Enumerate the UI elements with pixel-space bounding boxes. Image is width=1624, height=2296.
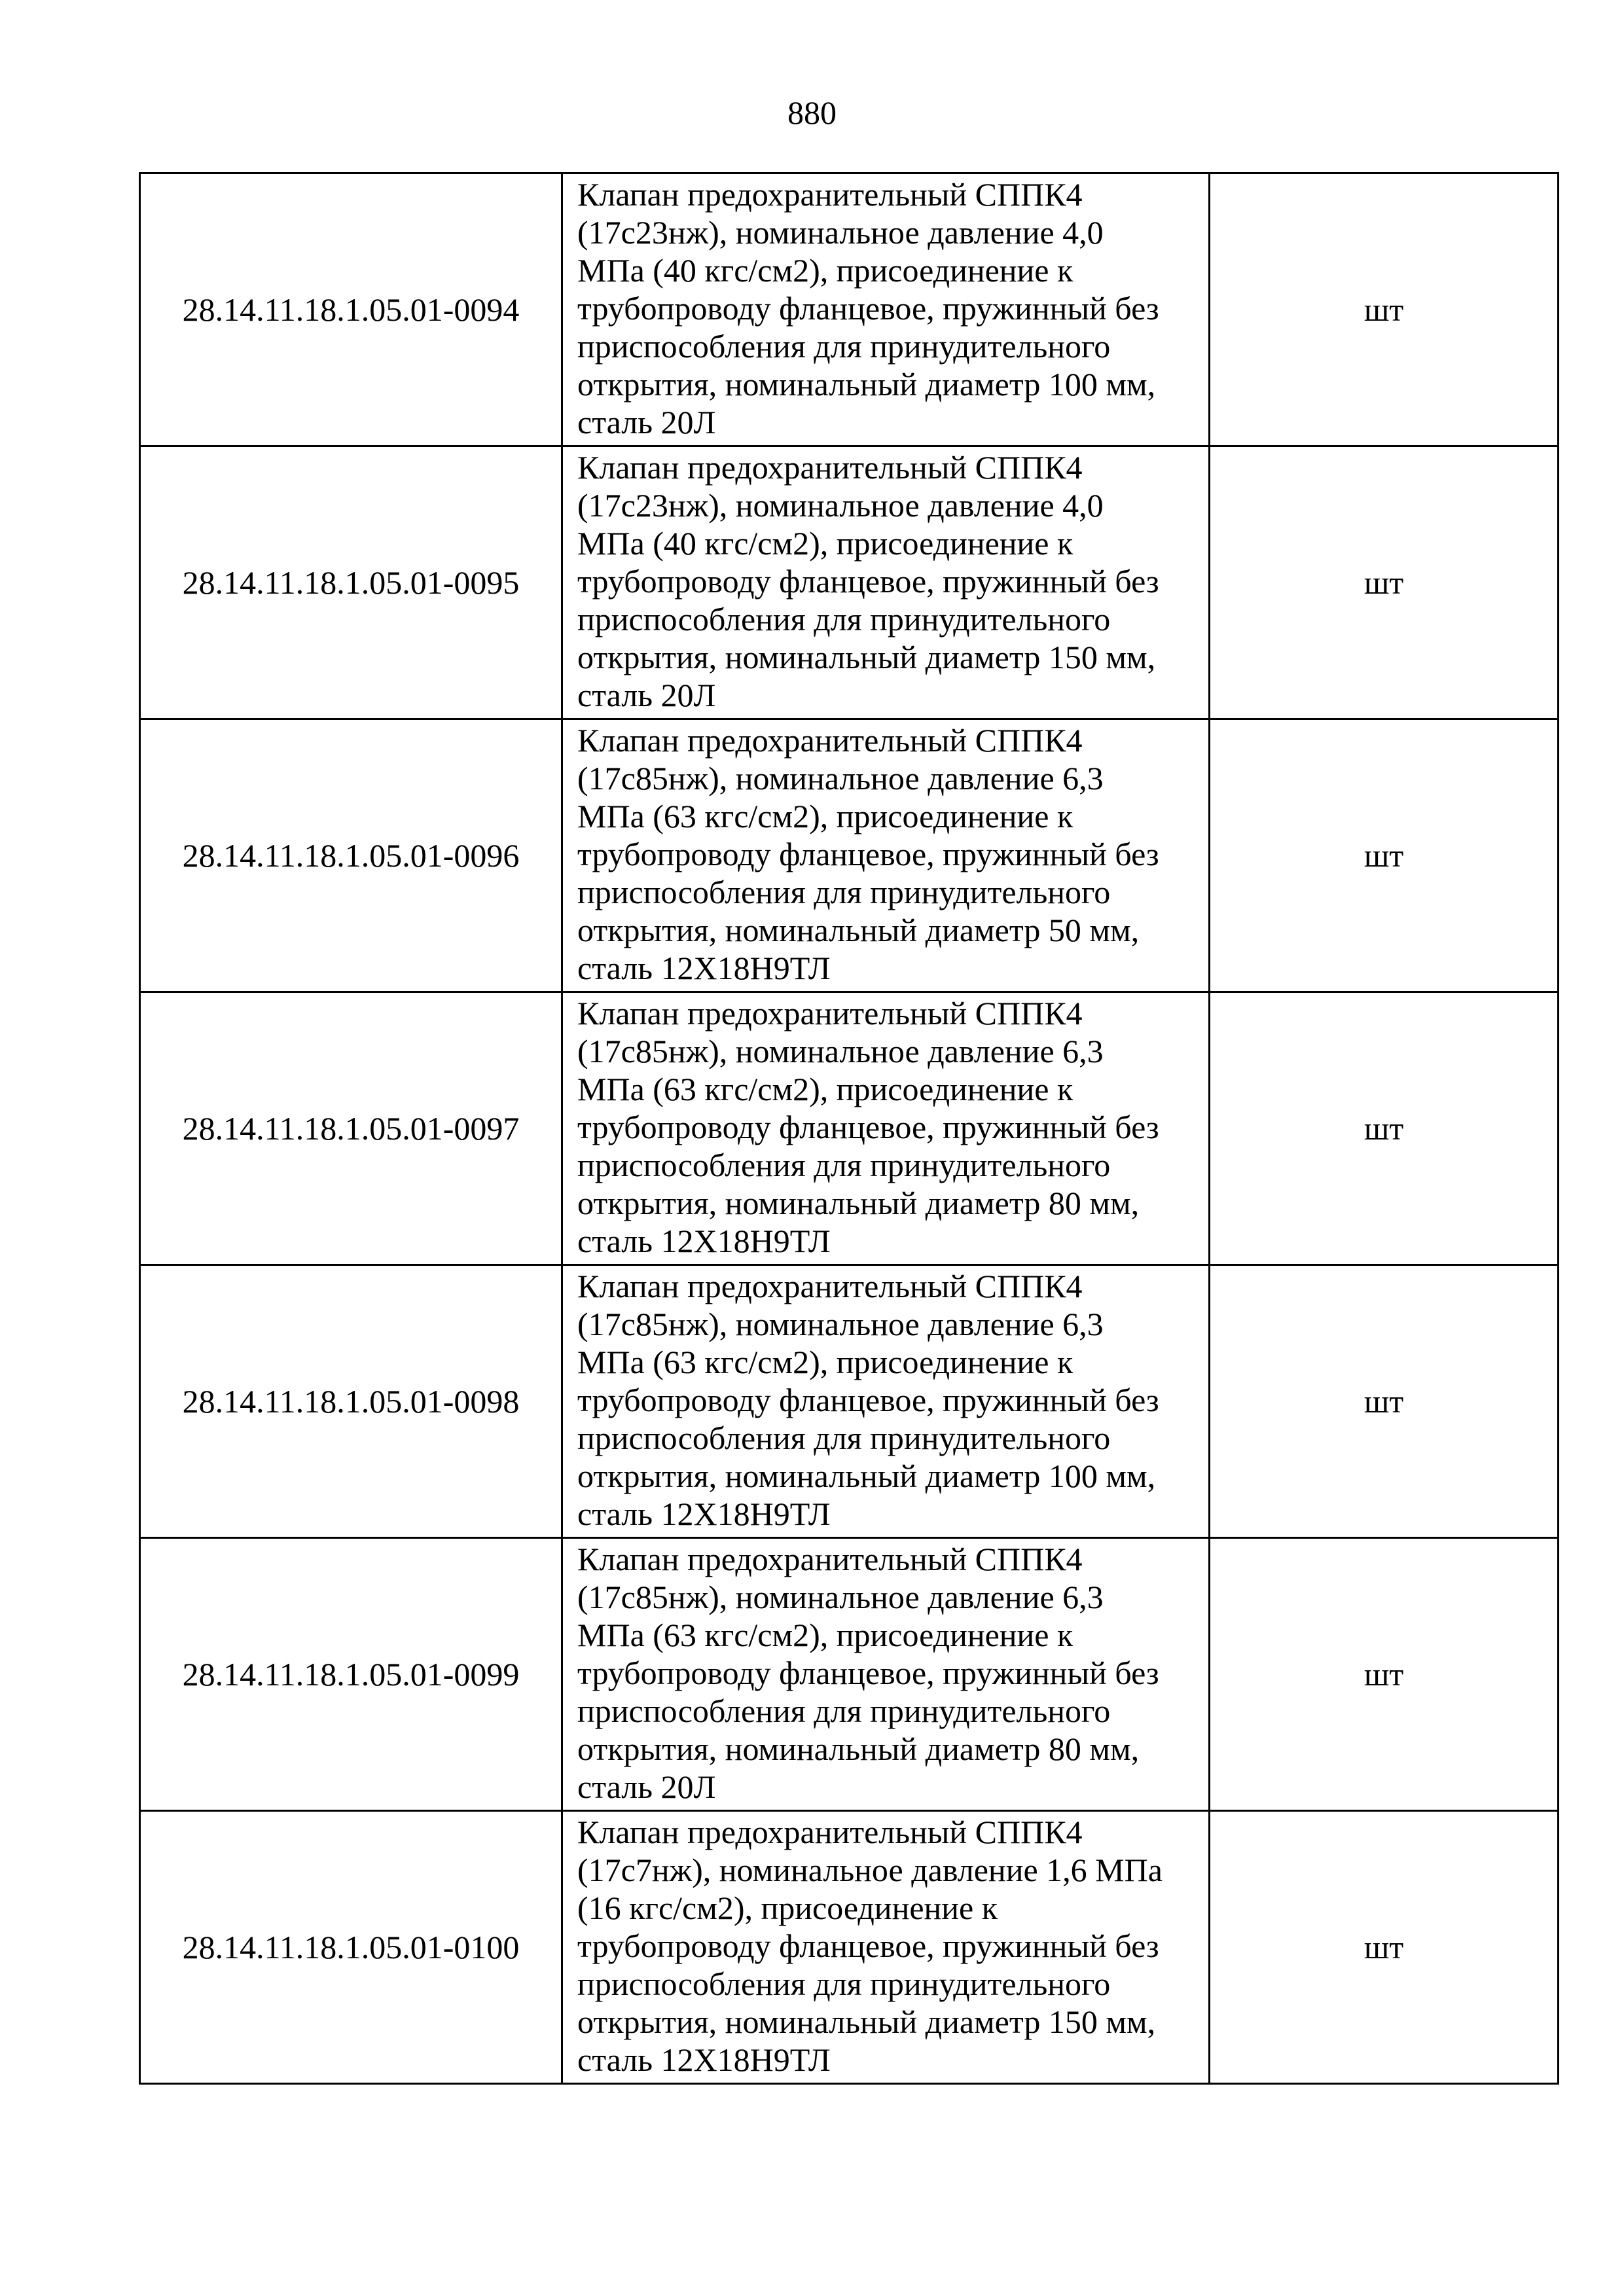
description-line: приспособления для принудительного [577, 874, 1111, 910]
description-line: сталь 12Х18Н9ТЛ [577, 950, 831, 986]
description-line: сталь 20Л [577, 404, 716, 440]
item-description-cell [562, 446, 1210, 719]
description-line: трубопроводу фланцевое, пружинный без [577, 1109, 1159, 1145]
item-code-cell: 28.14.11.18.1.05.01-0096 [140, 719, 562, 992]
item-code-cell: 28.14.11.18.1.05.01-0097 [140, 992, 562, 1265]
item-code-cell: 28.14.11.18.1.05.01-0094 [140, 173, 562, 446]
item-code-cell: 28.14.11.18.1.05.01-0098 [140, 1265, 562, 1538]
description-line: сталь 20Л [577, 1768, 716, 1805]
item-unit-cell: шт [1210, 992, 1559, 1265]
description-line: открытия, номинальный диаметр 100 мм, [577, 366, 1156, 403]
description-line: Клапан предохранительный СППК4 [577, 1268, 1083, 1304]
item-unit-cell: шт [1210, 446, 1559, 719]
description-line: сталь 12Х18Н9ТЛ [577, 2041, 831, 2078]
description-line: сталь 12Х18Н9ТЛ [577, 1496, 831, 1532]
item-unit-cell: шт [1210, 1538, 1559, 1811]
description-line: (17с7нж), номинальное давление 1,6 МПа [577, 1852, 1163, 1888]
description-line: (17с85нж), номинальное давление 6,3 [577, 1306, 1104, 1342]
description-line: приспособления для принудительного [577, 601, 1111, 637]
description-line: (17с85нж), номинальное давление 6,3 [577, 1579, 1104, 1615]
table-row [140, 1265, 1559, 1538]
description-line: Клапан предохранительный СППК4 [577, 1814, 1083, 1850]
description-line: приспособления для принудительного [577, 1965, 1111, 2002]
description-line: Клапан предохранительный СППК4 [577, 995, 1083, 1031]
description-line: Клапан предохранительный СППК4 [577, 1541, 1083, 1577]
description-line: трубопроводу фланцевое, пружинный без [577, 836, 1159, 872]
description-line: МПа (40 кгс/см2), присоединение к [577, 525, 1074, 562]
table-row [140, 992, 1559, 1265]
table-row [140, 1811, 1559, 2084]
description-line: трубопроводу фланцевое, пружинный без [577, 1382, 1159, 1418]
description-line: (17с85нж), номинальное давление 6,3 [577, 760, 1104, 797]
description-line: трубопроводу фланцевое, пружинный без [577, 1655, 1159, 1691]
table-body [140, 173, 1559, 2084]
table-row [140, 446, 1559, 719]
description-line: открытия, номинальный диаметр 50 мм, [577, 912, 1140, 948]
item-unit-cell: шт [1210, 719, 1559, 992]
item-description-cell [562, 1538, 1210, 1811]
item-code-cell: 28.14.11.18.1.05.01-0100 [140, 1811, 562, 2084]
description-line: (17с23нж), номинальное давление 4,0 [577, 214, 1104, 251]
description-line: (17с23нж), номинальное давление 4,0 [577, 487, 1104, 524]
description-line: открытия, номинальный диаметр 100 мм, [577, 1458, 1156, 1494]
description-line: МПа (63 кгс/см2), присоединение к [577, 1344, 1074, 1380]
item-unit-cell: шт [1210, 173, 1559, 446]
item-description-cell [562, 992, 1210, 1265]
description-line: открытия, номинальный диаметр 80 мм, [577, 1731, 1140, 1767]
description-line: трубопроводу фланцевое, пружинный без [577, 563, 1159, 600]
description-line: открытия, номинальный диаметр 150 мм, [577, 2003, 1156, 2040]
description-line: МПа (63 кгс/см2), присоединение к [577, 1071, 1074, 1107]
description-line: приспособления для принудительного [577, 1147, 1111, 1183]
description-line: МПа (63 кгс/см2), присоединение к [577, 1617, 1074, 1653]
page-number: 880 [787, 94, 837, 131]
item-code-cell: 28.14.11.18.1.05.01-0095 [140, 446, 562, 719]
description-line: сталь 20Л [577, 677, 716, 713]
description-line: МПа (63 кгс/см2), присоединение к [577, 798, 1074, 834]
item-unit-cell: шт [1210, 1811, 1559, 2084]
description-line: открытия, номинальный диаметр 80 мм, [577, 1185, 1140, 1221]
item-description-cell [562, 719, 1210, 992]
item-code-cell: 28.14.11.18.1.05.01-0099 [140, 1538, 562, 1811]
item-description-cell [562, 1811, 1210, 2084]
description-line: Клапан предохранительный СППК4 [577, 449, 1083, 486]
description-line: приспособления для принудительного [577, 1420, 1111, 1456]
description-line: Клапан предохранительный СППК4 [577, 722, 1083, 759]
item-unit-cell: шт [1210, 1265, 1559, 1538]
description-line: Клапан предохранительный СППК4 [577, 176, 1083, 213]
description-line: трубопроводу фланцевое, пружинный без [577, 1928, 1159, 1964]
specification-table [139, 172, 1559, 2085]
description-line: приспособления для принудительного [577, 328, 1111, 365]
table-row [140, 1538, 1559, 1811]
table-row [140, 719, 1559, 992]
description-line: МПа (40 кгс/см2), присоединение к [577, 252, 1074, 289]
description-line: сталь 12Х18Н9ТЛ [577, 1223, 831, 1259]
table-row [140, 173, 1559, 446]
description-line: (17с85нж), номинальное давление 6,3 [577, 1033, 1104, 1069]
description-line: трубопроводу фланцевое, пружинный без [577, 290, 1159, 327]
description-line: открытия, номинальный диаметр 150 мм, [577, 639, 1156, 675]
description-line: (16 кгс/см2), присоединение к [577, 1890, 998, 1926]
item-description-cell [562, 173, 1210, 446]
description-line: приспособления для принудительного [577, 1693, 1111, 1729]
item-description-cell [562, 1265, 1210, 1538]
